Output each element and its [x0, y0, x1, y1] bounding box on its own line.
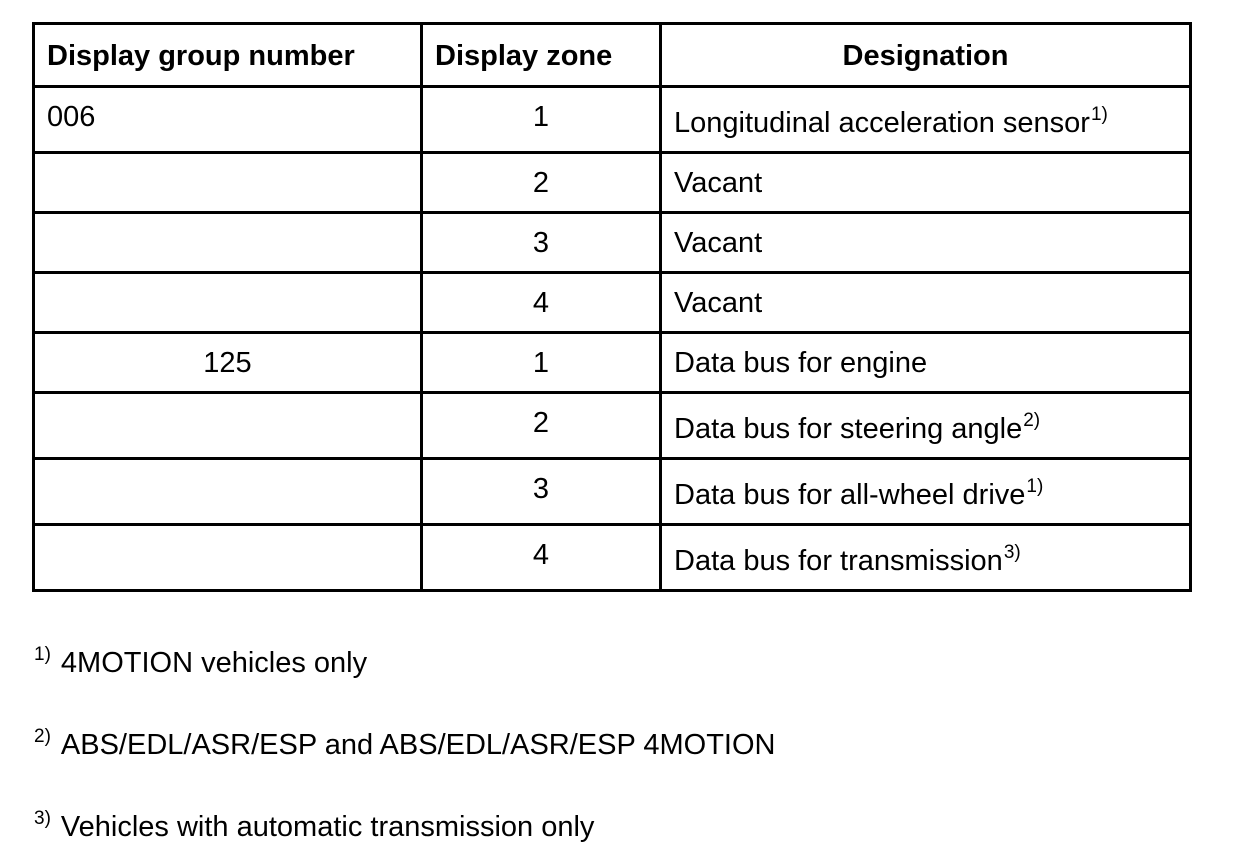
group-number-cell: [34, 393, 422, 459]
footnote-reference: 1): [1090, 104, 1108, 125]
group-number-cell: [34, 153, 422, 213]
footnote-mark: 1): [34, 644, 51, 665]
header-display-zone: Display zone: [422, 24, 661, 87]
designation-text: Vacant: [674, 287, 763, 319]
designation-cell: [661, 459, 1191, 525]
header-designation: Designation: [661, 24, 1191, 87]
display-zone-cell: 2: [422, 393, 661, 459]
table-row: [34, 273, 1191, 333]
table-row: [34, 153, 1191, 213]
table-row: [34, 525, 1191, 591]
designation-cell: [661, 87, 1191, 153]
group-number-cell: [34, 213, 422, 273]
group-number-cell: 006: [34, 87, 422, 153]
designation-cell: [661, 393, 1191, 459]
table-row: [34, 333, 1191, 393]
designation-cell: [661, 213, 1191, 273]
designation-text: Data bus for steering angle: [674, 413, 1023, 445]
table-row: [34, 87, 1191, 153]
display-zone-cell: 1: [422, 87, 661, 153]
footnote-text: Vehicles with automatic transmission only: [60, 811, 595, 843]
designation-text: Vacant: [674, 167, 763, 199]
designation-text: Vacant: [674, 227, 763, 259]
group-number-cell: 125: [34, 333, 422, 393]
group-number-cell: [34, 459, 422, 525]
group-number-cell: [34, 525, 422, 591]
designation-text: Data bus for all-wheel drive: [674, 479, 1026, 511]
footnote-1: [34, 646, 367, 684]
designation-cell: [661, 273, 1191, 333]
display-zone-cell: 3: [422, 459, 661, 525]
display-zone-cell: 4: [422, 273, 661, 333]
table-row: [34, 213, 1191, 273]
designation-cell: [661, 333, 1191, 393]
footnote-reference: 2): [1023, 410, 1041, 431]
designation-cell: [661, 525, 1191, 591]
footnote-mark: 3): [34, 808, 51, 829]
designation-text: Longitudinal acceleration sensor: [674, 107, 1090, 139]
footnote-reference: 1): [1026, 476, 1044, 497]
table-row: [34, 459, 1191, 525]
display-zone-cell: 1: [422, 333, 661, 393]
footnote-text: 4MOTION vehicles only: [60, 647, 368, 679]
designation-cell: [661, 153, 1191, 213]
table-row: [34, 393, 1191, 459]
designation-text: Data bus for transmission: [674, 545, 1003, 577]
display-zone-cell: 2: [422, 153, 661, 213]
display-zone-cell: 4: [422, 525, 661, 591]
designation-text: Data bus for engine: [674, 347, 928, 379]
footnote-text: ABS/EDL/ASR/ESP and ABS/EDL/ASR/ESP 4MOTION: [60, 729, 776, 761]
group-number-cell: [34, 273, 422, 333]
table-header-row: [34, 24, 1191, 87]
footnote-2: [34, 728, 775, 766]
display-zone-cell: 3: [422, 213, 661, 273]
footnote-mark: 2): [34, 726, 51, 747]
display-groups-table: [32, 22, 1192, 592]
footnote-3: [34, 810, 594, 848]
header-display-group-number: Display group number: [34, 24, 422, 87]
footnote-reference: 3): [1003, 542, 1021, 563]
